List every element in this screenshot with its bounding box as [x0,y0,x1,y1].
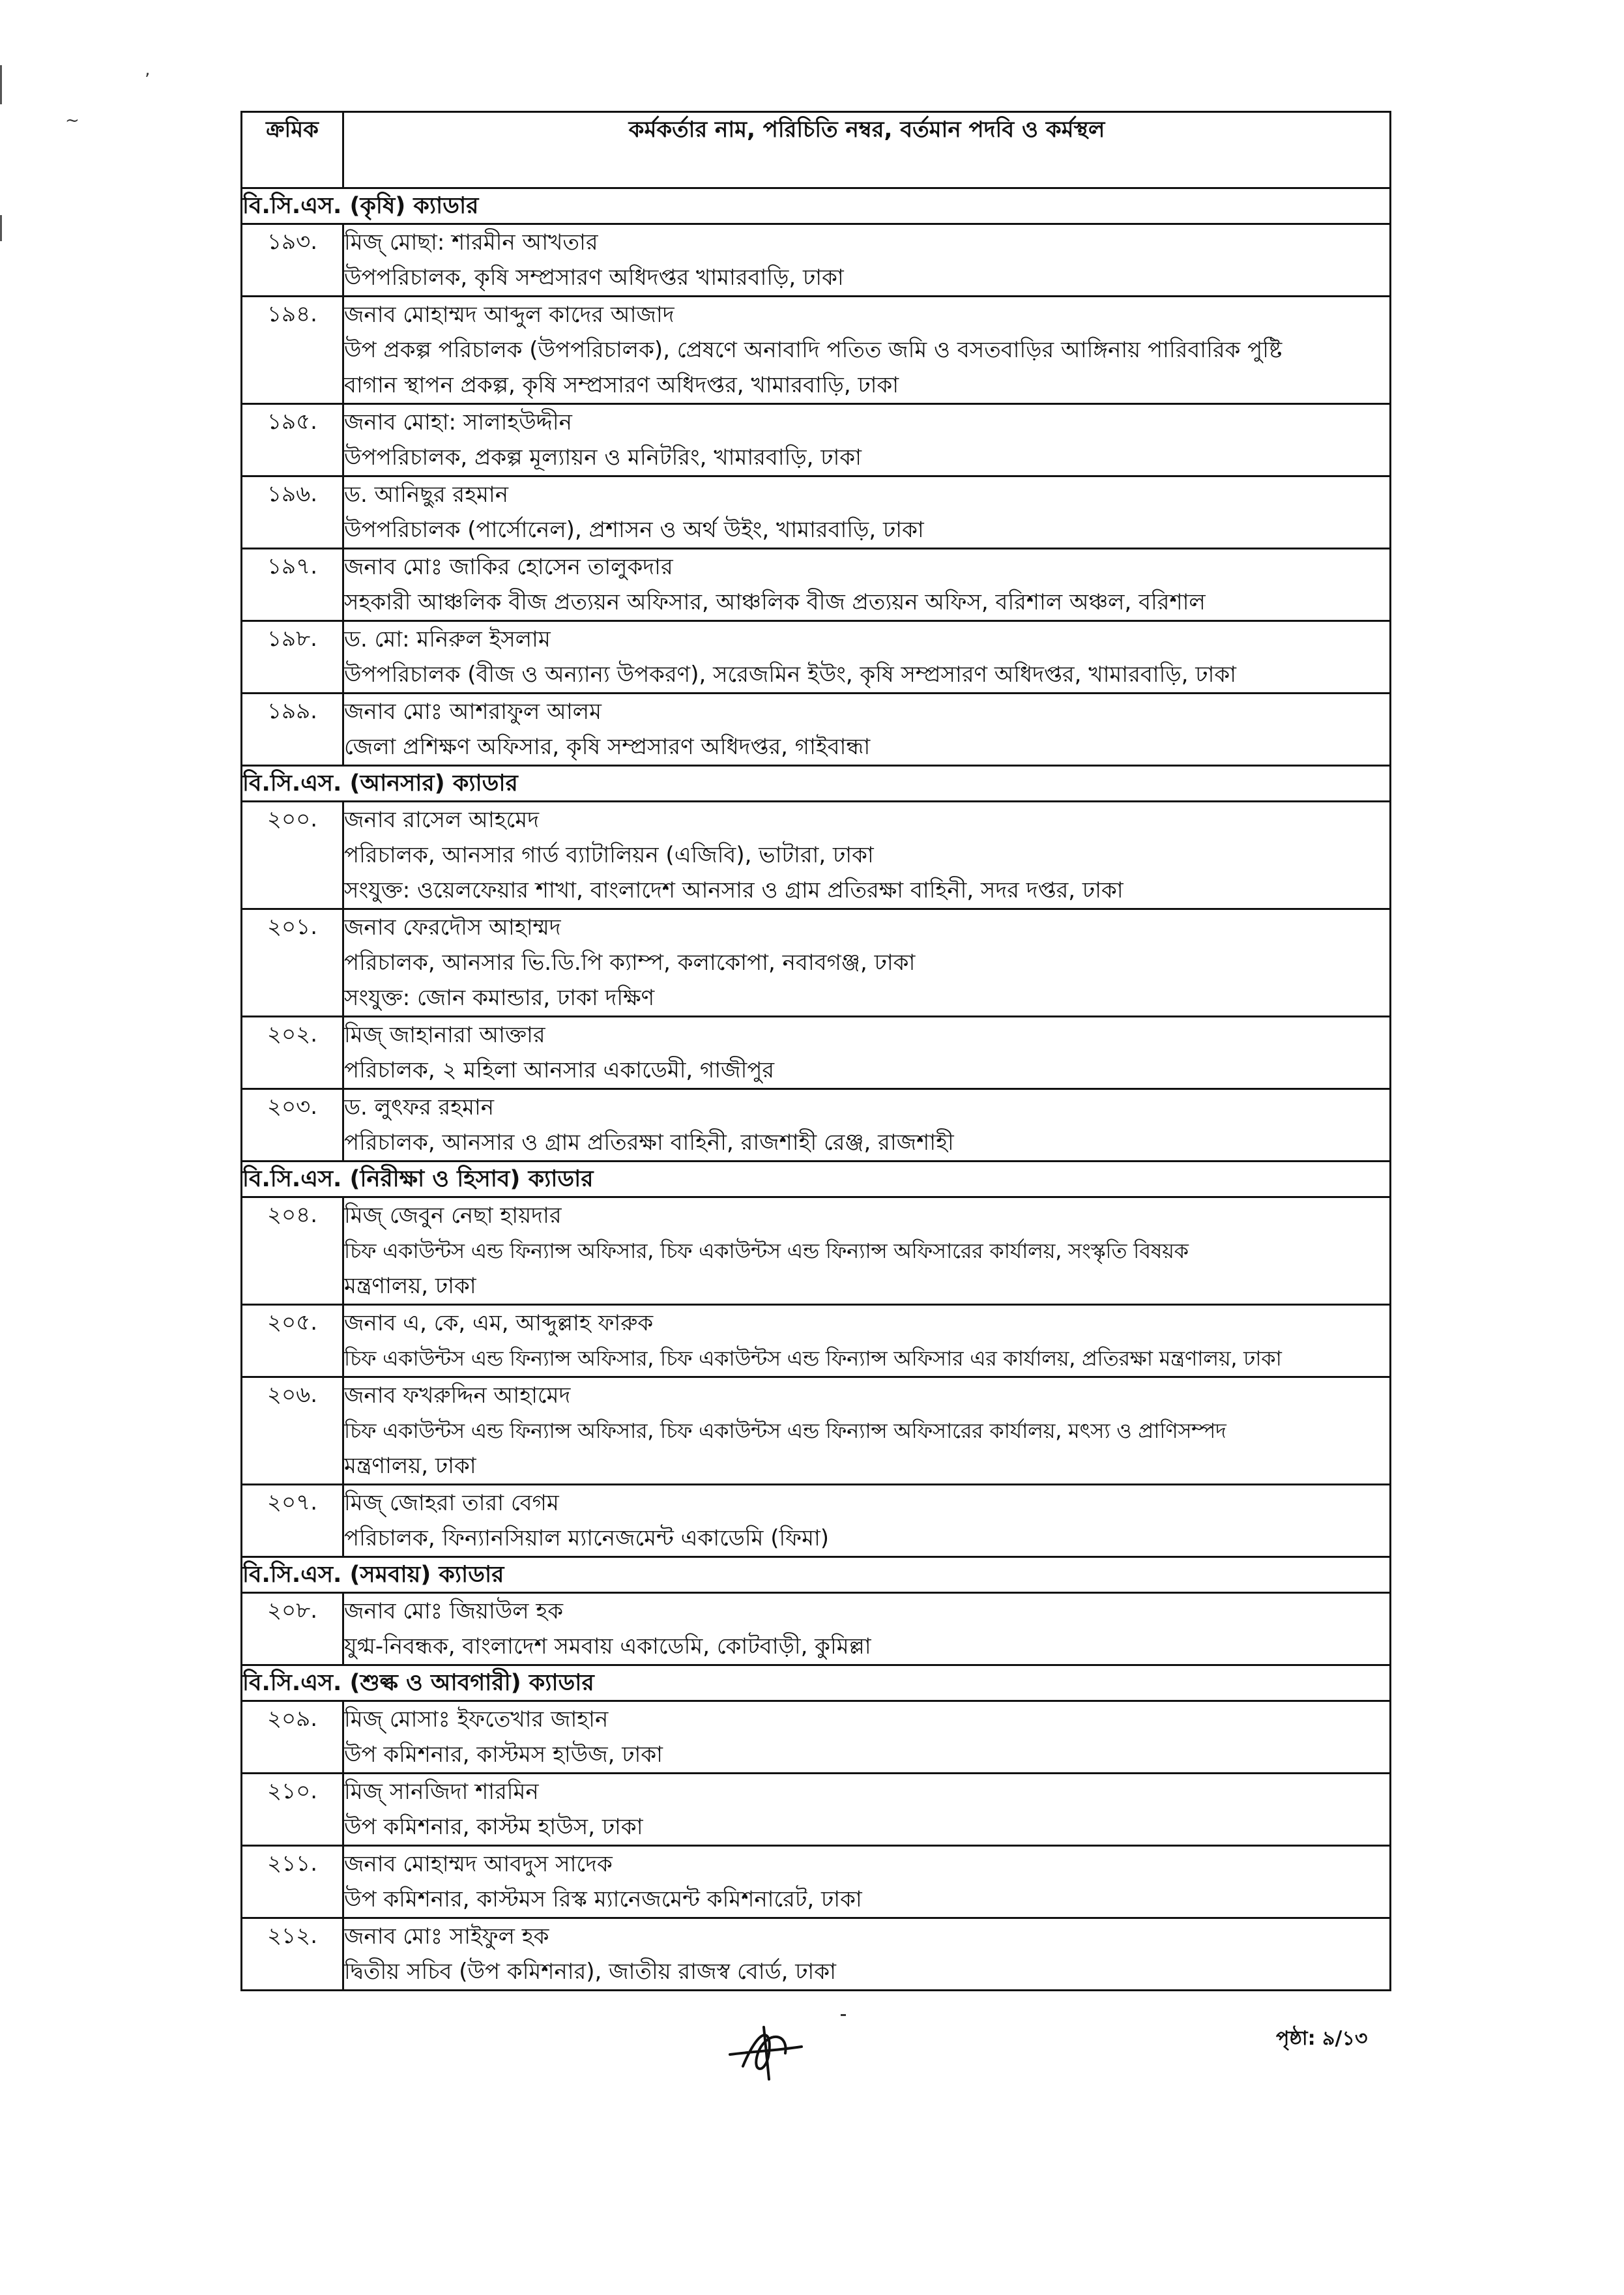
section-title: বি.সি.এস. (সমবায়) ক্যাডার [242,1557,1391,1593]
officer-designation-line: চিফ একাউন্টস এন্ড ফিন্যান্স অফিসার, চিফ একাউন্টস এন্ড ফিন্যান্স অফিসারের কার্যালয়, সংস্কৃতি বিষয়ক [344,1238,1189,1263]
officer-name: জনাব মোহা: সালাহউদ্দীন [344,409,572,435]
serial-number: ২০৫. [242,1305,343,1377]
serial-number: ১৯৭. [242,549,343,621]
officer-name: মিজ্ সানজিদা শারমিন [344,1779,539,1805]
serial-number: ২০৭. [242,1485,343,1557]
officer-designation-line: উপপরিচালক, কৃষি সম্প্রসারণ অধিদপ্তর খামারবাড়ি, ঢাকা [344,265,844,291]
serial-number: ২১১. [242,1846,343,1918]
officer-details [343,621,1391,694]
table-header-row [242,112,1391,188]
officer-details [343,549,1391,621]
officer-details [343,224,1391,297]
serial-number: ১৯৯. [242,694,343,766]
scan-edge-line-top [0,65,2,104]
officer-name: জনাব মোহাম্মদ আবদুস সাদেক [344,1851,613,1877]
officer-name: জনাব ফখরুদ্দিন আহামেদ [344,1382,571,1409]
officer-details [343,297,1391,404]
table-row [242,621,1391,694]
section-title: বি.সি.এস. (কৃষি) ক্যাডার [242,188,1391,224]
scan-mark: ‚ [145,60,151,80]
officer-details [343,1701,1391,1774]
officer-details [343,1846,1391,1918]
officer-details [343,404,1391,476]
section-header-row [242,1557,1391,1593]
officer-designation-line: দ্বিতীয় সচিব (উপ কমিশনার), জাতীয় রাজস্ব বোর্ড, ঢাকা [344,1959,836,1985]
serial-number: ২১২. [242,1918,343,1991]
table-row [242,1485,1391,1557]
officer-details [343,909,1391,1017]
officer-name: মিজ্ মোসাঃ ইফতেখার জাহান [344,1706,609,1732]
officer-details [343,476,1391,549]
officer-name: জনাব মোহাম্মদ আব্দুল কাদের আজাদ [344,302,674,328]
scan-tick [841,2014,846,2016]
officer-designation-line: উপ কমিশনার, কাস্টমস রিস্ক ম্যানেজমেন্ট কমিশনারেট, ঢাকা [344,1886,862,1912]
officer-designation-line: চিফ একাউন্টস এন্ড ফিন্যান্স অফিসার, চিফ একাউন্টস এন্ড ফিন্যান্স অফিসার এর কার্যালয়, প্রতিরক্ষা মন্ত্রণালয়, ঢাকা [344,1346,1282,1371]
table-row [242,404,1391,476]
officer-details [343,1305,1391,1377]
officer-designation-line: উপপরিচালক, প্রকল্প মূল্যায়ন ও মনিটরিং, খামারবাড়ি, ঢাকা [344,445,862,471]
table-row [242,1089,1391,1162]
officer-designation-line: পরিচালক, ফিন্যানসিয়াল ম্যানেজমেন্ট একাডেমি (ফিমা) [344,1525,830,1551]
table-row [242,1846,1391,1918]
serial-number: ১৯৫. [242,404,343,476]
officer-table [240,111,1391,1991]
officer-designation-line: উপপরিচালক (পার্সোনেল), প্রশাসন ও অর্থ উইং, খামারবাড়ি, ঢাকা [344,517,924,543]
serial-number: ১৯৪. [242,297,343,404]
serial-number: ২০০. [242,802,343,909]
table-body [242,188,1391,1991]
officer-designation-line: সংযুক্ত: জোন কমান্ডার, ঢাকা দক্ষিণ [344,985,655,1011]
table-row [242,1918,1391,1991]
signature-mark [723,2014,808,2086]
officer-details [343,802,1391,909]
serial-number: ১৯৬. [242,476,343,549]
officer-designation-line: পরিচালক, আনসার ও গ্রাম প্রতিরক্ষা বাহিনী, রাজশাহী রেঞ্জ, রাজশাহী [344,1130,954,1156]
officer-details [343,1089,1391,1162]
page-number: পৃষ্ঠা: ৯/১৩ [1276,2027,1368,2050]
section-title: বি.সি.এস. (নিরীক্ষা ও হিসাব) ক্যাডার [242,1162,1391,1197]
officer-name: জনাব মোঃ জাকির হোসেন তালুকদার [344,554,673,580]
officer-details [343,694,1391,766]
officer-name: ড. আনিছুর রহমান [344,482,509,508]
section-header-row [242,1162,1391,1197]
section-header-row [242,188,1391,224]
officer-designation-line: যুগ্ম-নিবন্ধক, বাংলাদেশ সমবায় একাডেমি, কোটবাড়ী, কুমিল্লা [344,1633,871,1659]
officer-name: মিজ্ জোহরা তারা বেগম [344,1490,559,1516]
officer-designation-line: পরিচালক, আনসার গার্ড ব্যাটালিয়ন (এজিবি), ভাটারা, ঢাকা [344,842,874,868]
officer-details [343,1377,1391,1485]
officer-details [343,1197,1391,1305]
officer-details [343,1593,1391,1665]
serial-number: ১৯৩. [242,224,343,297]
serial-number: ২০২. [242,1017,343,1089]
section-header-row [242,766,1391,802]
officer-designation-line: উপপরিচালক (বীজ ও অন্যান্য উপকরণ), সরেজমিন ইউং, কৃষি সম্প্রসারণ অধিদপ্তর, খামারবাড়ি, ঢাকা [344,662,1237,688]
officer-designation-line: মন্ত্রণালয়, ঢাকা [344,1453,476,1479]
officer-name: ড. লুৎফর রহমান [344,1094,495,1120]
serial-number: ১৯৮. [242,621,343,694]
officer-name: জনাব রাসেল আহমেদ [344,807,540,833]
officer-name: ড. মো: মনিরুল ইসলাম [344,626,551,652]
table-row [242,1305,1391,1377]
officer-details [343,1918,1391,1991]
description-column-header: কর্মকর্তার নাম, পরিচিতি নম্বর, বর্তমান পদবি ও কর্মস্থল [343,112,1391,188]
table-row [242,476,1391,549]
officer-name: মিজ্ জেবুন নেছা হায়দার [344,1203,562,1229]
officer-designation-line: পরিচালক, ২ মহিলা আনসার একাডেমী, গাজীপুর [344,1057,775,1083]
officer-designation-line: চিফ একাউন্টস এন্ড ফিন্যান্স অফিসার, চিফ একাউন্টস এন্ড ফিন্যান্স অফিসারের কার্যালয়, মৎস্য ও প্রাণিসম্পদ [344,1418,1226,1443]
officer-name: জনাব ফেরদৌস আহাম্মদ [344,914,561,941]
officer-details [343,1017,1391,1089]
officer-details [343,1485,1391,1557]
table-row [242,694,1391,766]
officer-details [343,1774,1391,1846]
serial-number: ২০৪. [242,1197,343,1305]
officer-designation-line: সংযুক্ত: ওয়েলফেয়ার শাখা, বাংলাদেশ আনসার ও গ্রাম প্রতিরক্ষা বাহিনী, সদর দপ্তর, ঢাকা [344,877,1124,903]
table-row [242,802,1391,909]
officer-name: জনাব মোঃ সাইফুল হক [344,1923,549,1950]
officer-designation-line: উপ প্রকল্প পরিচালক (উপপরিচালক), প্রেষণে অনাবাদি পতিত জমি ও বসতবাড়ির আঙ্গিনায় পারিবারিক পুষ্টি [344,337,1283,363]
table-row [242,1197,1391,1305]
scan-mark: ~ [65,111,80,130]
officer-designation-line: উপ কমিশনার, কাস্টম হাউস, ঢাকা [344,1814,643,1840]
serial-number: ২১০. [242,1774,343,1846]
officer-designation-line: মন্ত্রণালয়, ঢাকা [344,1273,476,1299]
table-row [242,909,1391,1017]
table-row [242,1593,1391,1665]
table-row [242,297,1391,404]
officer-name: জনাব মোঃ আশরাফুল আলম [344,699,602,725]
officer-designation-line: বাগান স্থাপন প্রকল্প, কৃষি সম্প্রসারণ অধিদপ্তর, খামারবাড়ি, ঢাকা [344,372,899,398]
serial-number: ২০৯. [242,1701,343,1774]
officer-designation-line: উপ কমিশনার, কাস্টমস হাউজ, ঢাকা [344,1742,663,1768]
officer-designation-line: পরিচালক, আনসার ভি.ডি.পি ক্যাম্প, কলাকোপা, নবাবগঞ্জ, ঢাকা [344,950,916,976]
section-header-row [242,1665,1391,1701]
table-row [242,1017,1391,1089]
serial-number: ২০১. [242,909,343,1017]
table-row [242,1377,1391,1485]
officer-name: মিজ্ মোছা: শারমীন আখতার [344,229,598,256]
table-row [242,1701,1391,1774]
table-row [242,224,1391,297]
serial-number: ২০৬. [242,1377,343,1485]
officer-name: মিজ্ জাহানারা আক্তার [344,1022,545,1048]
scan-edge-line-bottom [0,215,2,241]
table-row [242,549,1391,621]
officer-designation-line: জেলা প্রশিক্ষণ অফিসার, কৃষি সম্প্রসারণ অধিদপ্তর, গাইবান্ধা [344,734,871,760]
table-row [242,1774,1391,1846]
serial-number: ২০৩. [242,1089,343,1162]
section-title: বি.সি.এস. (আনসার) ক্যাডার [242,766,1391,802]
section-title: বি.সি.এস. (শুল্ক ও আবগারী) ক্যাডার [242,1665,1391,1701]
officer-designation-line: সহকারী আঞ্চলিক বীজ প্রত্যয়ন অফিসার, আঞ্চলিক বীজ প্রত্যয়ন অফিস, বরিশাল অঞ্চল, বরিশাল [344,589,1206,615]
serial-number: ২০৮. [242,1593,343,1665]
serial-column-header: ক্রমিক [242,112,343,188]
officer-name: জনাব মোঃ জিয়াউল হক [344,1598,564,1624]
officer-name: জনাব এ, কে, এম, আব্দুল্লাহ ফারুক [344,1310,654,1336]
